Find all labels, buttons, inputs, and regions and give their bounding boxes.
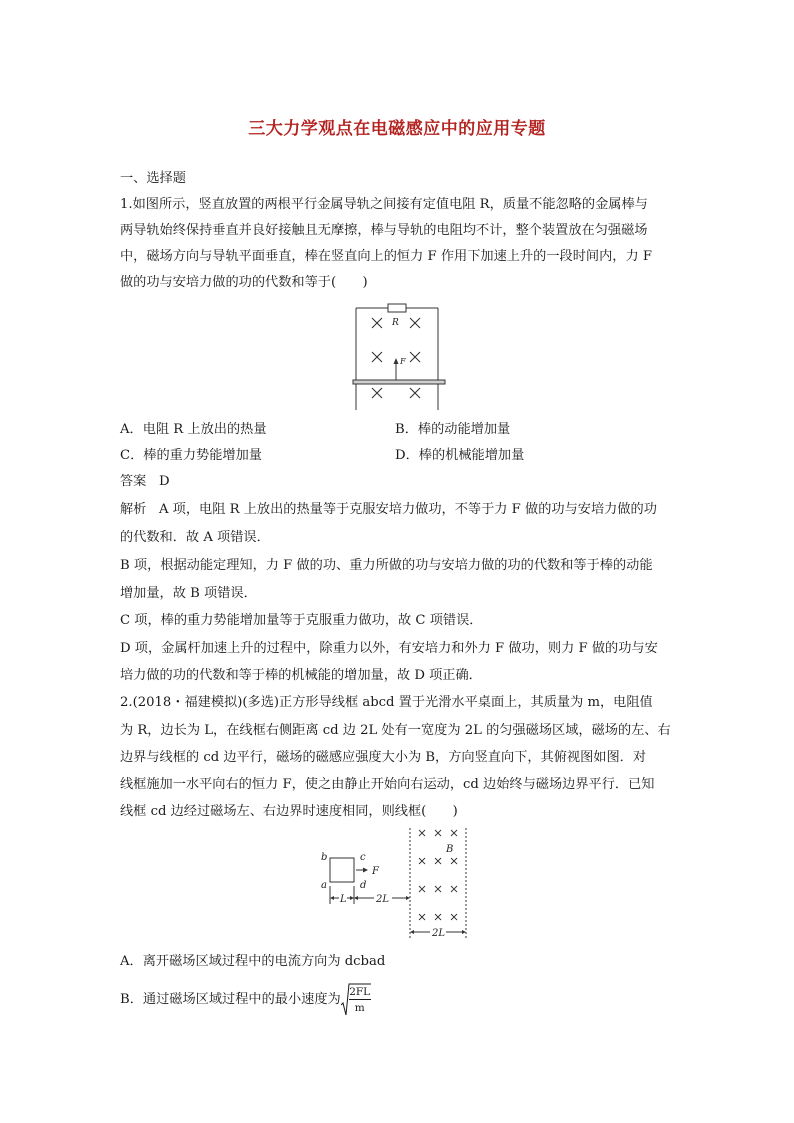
q2-fig-d-vertex: d — [360, 880, 367, 891]
q2-fig-c-vertex: c — [360, 852, 366, 863]
q1-option-a: A．电阻 R 上放出的热量 — [120, 422, 267, 437]
q1-answer — [120, 473, 170, 491]
q1-analysis-3: B 项，根据动能定理知，力 F 做的功、重力所做的功与安培力做的功的代数和等于棒的动能 — [120, 558, 653, 573]
answer-value: D — [158, 474, 170, 489]
q1-fig-f-label: F — [400, 357, 406, 366]
page-title: 三大力学观点在电磁感应中的应用专题 — [248, 119, 546, 139]
sqrt-expression — [341, 983, 371, 1017]
q1-analysis-4: 增加量，故 B 项错误． — [120, 586, 257, 601]
q2-line-2: 为 R，边长为 L，在线框右侧距离 cd 边 2L 处有一宽度为 2L 的匀强磁场区域，磁场的左、右 — [120, 723, 671, 738]
analysis-label: 解析 — [120, 502, 147, 517]
q1-analysis-6: D 项，金属杆加速上升的过程中，除重力以外，有安培力和外力 F 做功，则力 F 做的功与安 — [120, 641, 658, 656]
fraction-denominator: m — [354, 1002, 365, 1014]
q2-fig-field-label: B — [446, 844, 454, 855]
q2-fig-l-label: L — [340, 894, 347, 905]
q2-option-b — [120, 983, 371, 1019]
q2-line-4: 线框施加一水平向右的恒力 F，使之由静止开始向右运动，cd 边始终与磁场边界平行．已知 — [120, 777, 655, 792]
fraction-numerator: 2FL — [349, 986, 371, 998]
q1-option-b: B．棒的动能增加量 — [395, 422, 511, 437]
q2-fig-2l-gap-label: 2L — [376, 894, 390, 905]
q1-analysis-1 — [120, 501, 657, 519]
q1-line-3: 中，磁场方向与导轨平面垂直，棒在竖直向上的恒力 F 作用下加速上升的一段时间内，力 F — [120, 249, 652, 264]
q2-line-3: 边界与线框的 cd 边平行，磁场的磁感应强度大小为 B，方向竖直向下，其俯视图如图．对 — [120, 750, 647, 765]
q2-fig-a-vertex: a — [321, 880, 327, 891]
q1-line-2: 两导轨始终保持垂直并良好接触且无摩擦，棒与导轨的电阻均不计，整个装置放在匀强磁场 — [120, 223, 648, 238]
q2-fig-force-label: F — [372, 866, 379, 877]
answer-label: 答案 — [120, 474, 147, 489]
q2-loop-figure — [318, 824, 478, 940]
q1-line-1: 1.如图所示，竖直放置的两根平行金属导轨之间接有定值电阻 R，质量不能忽略的金属棒与 — [120, 197, 648, 212]
q1-option-c: C．棒的重力势能增加量 — [120, 448, 262, 463]
fraction — [349, 986, 371, 1014]
q1-rail-figure — [352, 300, 446, 410]
q2-option-a: A．离开磁场区域过程中的电流方向为 dcbad — [120, 954, 386, 969]
q2-line-1: 2.(2018・福建模拟)(多选)正方形导线框 abcd 置于光滑水平桌面上，其质量为 m，电阻值 — [120, 695, 653, 710]
q1-fig-r-label: R — [392, 318, 399, 328]
q1-analysis-5: C 项，棒的重力势能增加量等于克服重力做功，故 C 项错误． — [120, 613, 483, 628]
q1-analysis-7: 培力做的功的代数和等于棒的机械能的增加量，故 D 项正确． — [120, 668, 482, 683]
q2-line-5: 线框 cd 边经过磁场左、右边界时速度相同，则线框( ) — [120, 804, 458, 819]
q2-option-b-text: B．通过磁场区域过程中的最小速度为 — [120, 992, 341, 1007]
q1-option-d: D．棒的机械能增加量 — [395, 448, 525, 463]
q1-analysis-2: 的代数和．故 A 项错误． — [120, 530, 270, 545]
q2-fig-b-vertex: b — [321, 852, 328, 863]
q1-analysis-text-1: A 项，电阻 R 上放出的热量等于克服安培力做功，不等于力 F 做的功与安培力做的功 — [158, 502, 657, 517]
q1-line-4: 做的功与安培力做的功的代数和等于( ) — [120, 275, 368, 290]
section-heading: 一、选择题 — [120, 171, 186, 186]
q2-fig-2l-width-label: 2L — [432, 928, 446, 939]
